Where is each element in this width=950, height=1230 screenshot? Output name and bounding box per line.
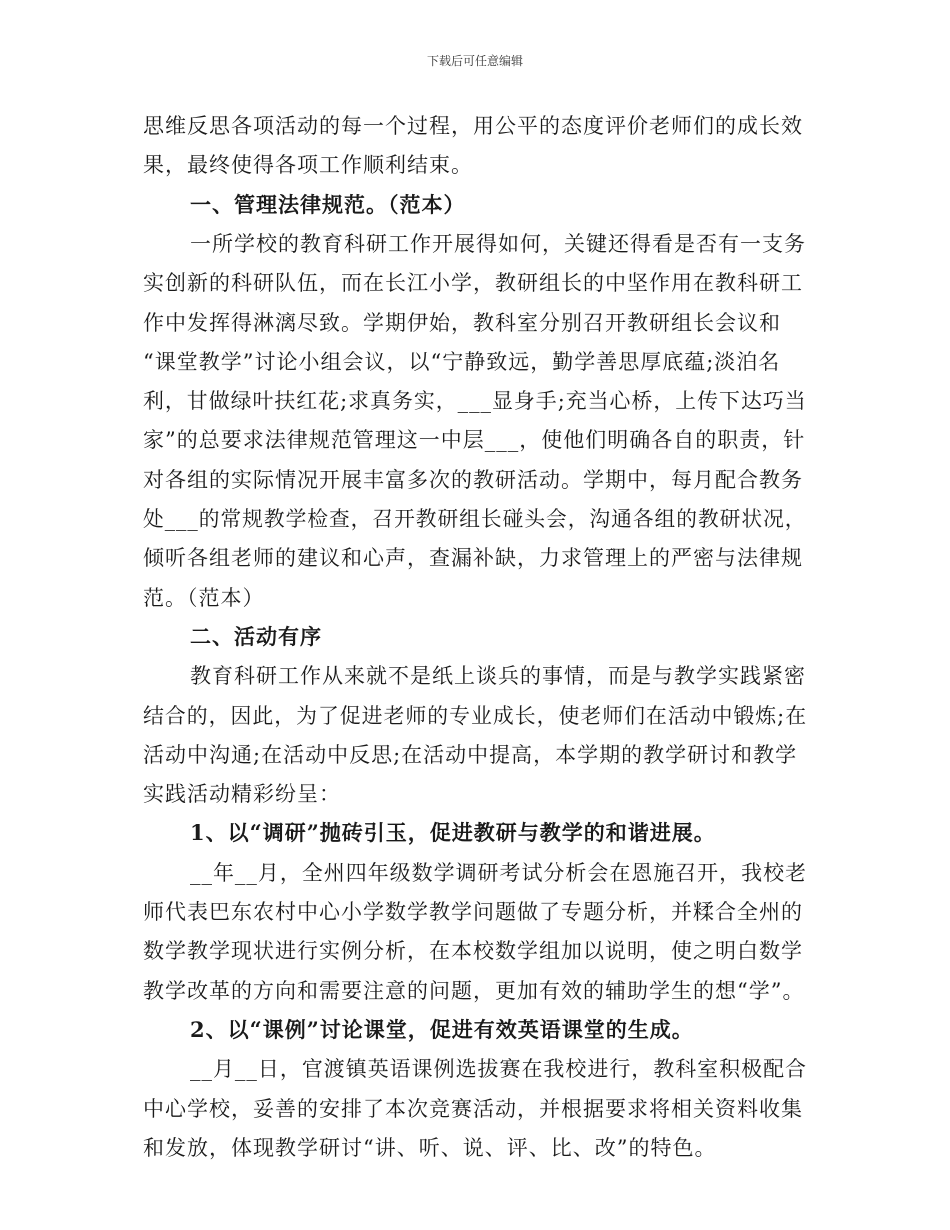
paragraph-line: 中心学校，妥善的安排了本次竞赛活动，并根据要求将相关资料收集 — [143, 1096, 803, 1121]
section-heading: 一、管理法律规范。（范本） — [190, 191, 466, 217]
paragraph-line: 和发放，体现教学研讨“讲、听、说、评、比、改”的特色。 — [143, 1135, 717, 1160]
section-heading: 2、以“课例”讨论课堂，促进有效英语课堂的生成。 — [190, 1016, 694, 1042]
paragraph-line: 思维反思各项活动的每一个过程，用公平的态度评价老师们的成长效 — [143, 114, 803, 138]
paragraph-line: 对各组的实际情况开展丰富多次的教研活动。学期中，每月配合教务 — [143, 467, 803, 492]
paragraph-line: 活动中沟通;在活动中反思;在活动中提高，本学期的教学研讨和教学 — [143, 742, 798, 767]
paragraph-line: __月__日，官渡镇英语课例选拔赛在我校进行，教科室积极配合 — [190, 1057, 808, 1082]
paragraph-line: 师代表巴东农村中心小学数学教学问题做了专题分析，并糅合全州的 — [143, 900, 803, 924]
paragraph-line: 实践活动精彩纷呈： — [143, 782, 341, 807]
paragraph-line: 数学教学现状进行实例分析，在本校数学组加以说明，使之明白数学 — [143, 939, 803, 964]
paragraph-line: 倾听各组老师的建议和心声，查漏补缺，力求管理上的严密与法律规 — [143, 546, 803, 571]
paragraph-line: 实创新的科研队伍，而在长江小学，教研组长的中坚作用在教科研工 — [143, 271, 803, 296]
paragraph-line: 范。（范本） — [143, 585, 265, 610]
paragraph-line: 果，最终使得各项工作顺利结束。 — [143, 153, 473, 178]
paragraph-line: 教育科研工作从来就不是纸上谈兵的事情，而是与教学实践紧密 — [190, 664, 806, 689]
paragraph-line: 结合的，因此，为了促进老师的专业成长，使老师们在活动中锻炼;在 — [143, 703, 808, 728]
paragraph-line: 处___的常规教学检查，召开教研组长碰头会，沟通各组的教研状况， — [143, 507, 807, 531]
page-header: 下载后可任意编辑 — [426, 54, 523, 68]
paragraph-line: 利，甘做绿叶扶红花;求真务实，___显身手;充当心桥，上传下达巧当 — [143, 389, 807, 414]
paragraph-line: 作中发挥得淋漓尽致。学期伊始，教科室分别召开教研组长会议和 — [143, 310, 781, 335]
paragraph-line: 教学改革的方向和需要注意的问题，更加有效的辅助学生的想“学”。 — [143, 978, 805, 1003]
section-heading: 1、以“调研”抛砖引玉，促进教研与教学的和谐进展。 — [190, 820, 716, 846]
section-heading: 二、活动有序 — [190, 623, 322, 649]
paragraph-line: __年__月，全州四年级数学调研考试分析会在恩施召开，我校老 — [190, 860, 808, 885]
paragraph-line: “课堂教学”讨论小组会议，以“宁静致远，勤学善思厚底蕴;淡泊名 — [143, 349, 781, 374]
paragraph-line: 一所学校的教育科研工作开展得如何，关键还得看是否有一支务 — [190, 231, 806, 256]
paragraph-line: 家”的总要求法律规范管理这一中层___，使他们明确各自的职责，针 — [143, 428, 806, 453]
